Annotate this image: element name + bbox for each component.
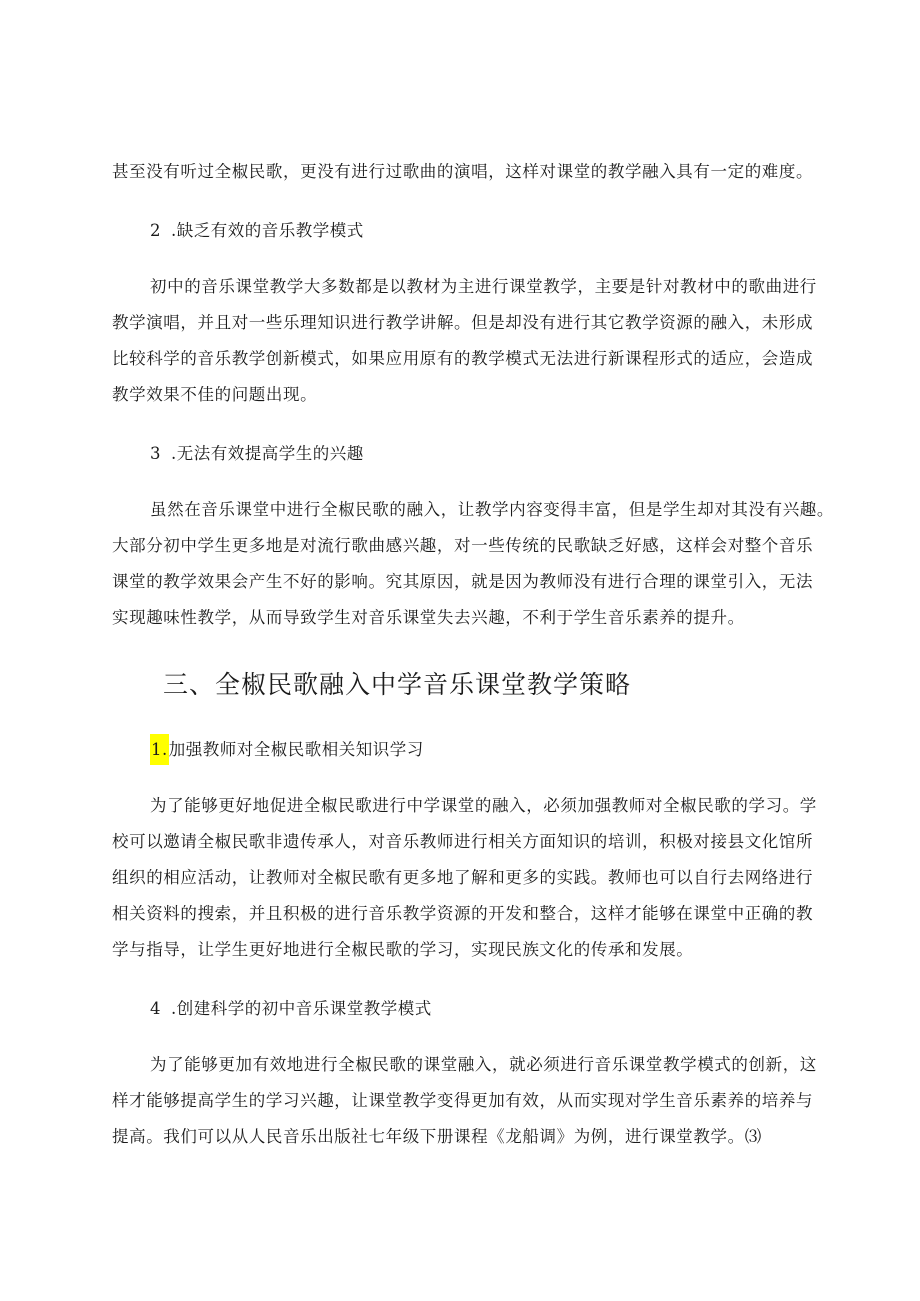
paragraph-line: 大部分初中学生更多地是对流行歌曲感兴趣，对一些传统的民歌缺乏好感，这样会对整个音乐 [112,536,814,555]
paragraph-line: 相关资料的搜索，并且积极的进行音乐教学资源的开发和整合，这样才能够在课堂中正确的教 [112,904,814,923]
subheading-title: .缺乏有效的音乐教学模式 [171,221,364,240]
paragraph-line: 教学效果不佳的问题出现。 [112,385,318,404]
subheading-2 [150,220,364,242]
paragraph-line: 组织的相应活动，让教师对全椒民歌有更多地了解和更多的实践。教师也可以自行去网络进行 [112,868,814,887]
paragraph-line: 实现趣味性教学，从而导致学生对音乐课堂失去兴趣，不利于学生音乐素养的提升。 [112,608,745,627]
paragraph-line: 教学演唱，并且对一些乐理知识进行教学讲解。但是却没有进行其它教学资源的融入，未形成 [112,313,814,332]
paragraph-line: 学与指导，让学生更好地进行全椒民歌的学习，实现民族文化的传承和发展。 [112,940,694,959]
paragraph-line: 为了能够更好地促进全椒民歌进行中学课堂的融入，必须加强教师对全椒民歌的学习。学 [150,796,817,815]
paragraph-line: 初中的音乐课堂教学大多数都是以教材为主进行课堂教学，主要是针对教材中的歌曲进行 [150,277,817,296]
subheading-1 [150,739,424,761]
paragraph-line: 样才能够提高学生的学习兴趣，让课堂教学变得更加有效，从而实现对学生音乐素养的培养与 [112,1091,814,1110]
subheading-title: 加强教师对全椒民歌相关知识学习 [168,740,424,759]
subheading-title: .无法有效提高学生的兴趣 [171,444,364,463]
subheading-3 [150,443,364,465]
paragraph-line: 提高。我们可以从人民音乐出版社七年级下册课程《龙船调》为例，进行课堂教学。⑶ [112,1127,762,1146]
paragraph-line: 为了能够更加有效地进行全椒民歌的课堂融入，就必须进行音乐课堂教学模式的创新，这 [150,1055,817,1074]
chapter-title: 三、全椒民歌融入中学音乐课堂教学策略 [163,670,632,699]
paragraph-line: 比较科学的音乐教学创新模式，如果应用原有的教学模式无法进行新课程形式的适应，会造成 [112,349,814,368]
subheading-number: 4 [150,999,161,1018]
paragraph-line: 甚至没有听过全椒民歌，更没有进行过歌曲的演唱，这样对课堂的教学融入具有一定的难度。 [112,162,814,181]
subheading-title: .创建科学的初中音乐课堂教学模式 [171,999,432,1018]
highlighted-number: 1. [150,734,169,765]
subheading-4 [150,998,432,1020]
paragraph-line: 校可以邀请全椒民歌非遗传承人，对音乐教师进行相关方面知识的培训，积极对接县文化馆所 [112,832,814,851]
paragraph-line: 课堂的教学效果会产生不好的影响。究其原因，就是因为教师没有进行合理的课堂引入，无法 [112,572,814,591]
subheading-number: 2 [150,221,161,240]
paragraph-line: 虽然在音乐课堂中进行全椒民歌的融入，让教学内容变得丰富，但是学生却对其没有兴趣。 [150,500,834,519]
subheading-number: 3 [150,444,161,463]
